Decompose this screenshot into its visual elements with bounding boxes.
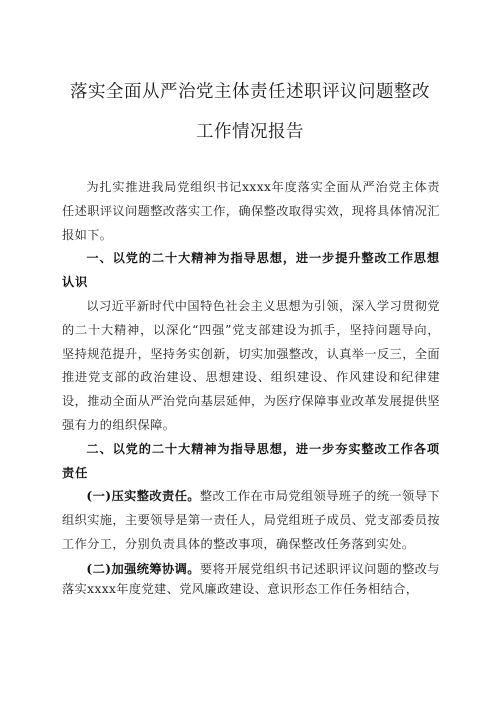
document-title-line2: 工作情况报告 — [196, 122, 304, 142]
section2-item1 — [62, 485, 440, 556]
section2-item2-text: 要将开展党组织书记述职评议问题的整改与落实xxxx年度党建、党风廉政建设、意识形态工作任务相结合， — [62, 561, 440, 596]
document-body — [62, 176, 440, 599]
section2-heading: 二、以党的二十大精神为指导思想，进一步夯实整改工作各项责任 — [62, 441, 440, 480]
intro-paragraph: 为扎实推进我局党组织书记xxxx年度落实全面从严治党主体责任述职评议问题整改落实工作，确保整改取得实效，现将具体情况汇报如下。 — [62, 180, 440, 242]
section2-item2-label: (二)加强统筹协调。 — [86, 561, 200, 576]
section2-item1-text: 整改工作在市局党组领导班子的统一领导下组织实施，主要领导是第一责任人，局党组班子成员、党支部委员按工作分工，分别负责具体的整改事项，确保整改任务落到实处。 — [62, 489, 440, 551]
section2-item1-label: (一)压实整改责任。 — [86, 489, 200, 504]
section1-heading: 一、以党的二十大精神为指导思想，进一步提升整改工作思想认识 — [62, 251, 440, 290]
section1-paragraph: 以习近平新时代中国特色社会主义思想为引领，深入学习贯彻党的二十大精神，以深化“四强”党支部建设为抓手，坚持问题导向，坚持规范提升，坚持务实创新，切实加强整改，认真举一反三，全面推进党支部的政治建设、思想建设、组织建设、作风建设和纪律建设，推动全面从严治党向基层延伸，为医疗保障事业改革发展提供坚强有力的组织保障。 — [62, 298, 440, 432]
section2-item2 — [62, 559, 440, 599]
document-title-line1: 落实全面从严治党主体责任述职评议问题整改 — [70, 82, 430, 102]
